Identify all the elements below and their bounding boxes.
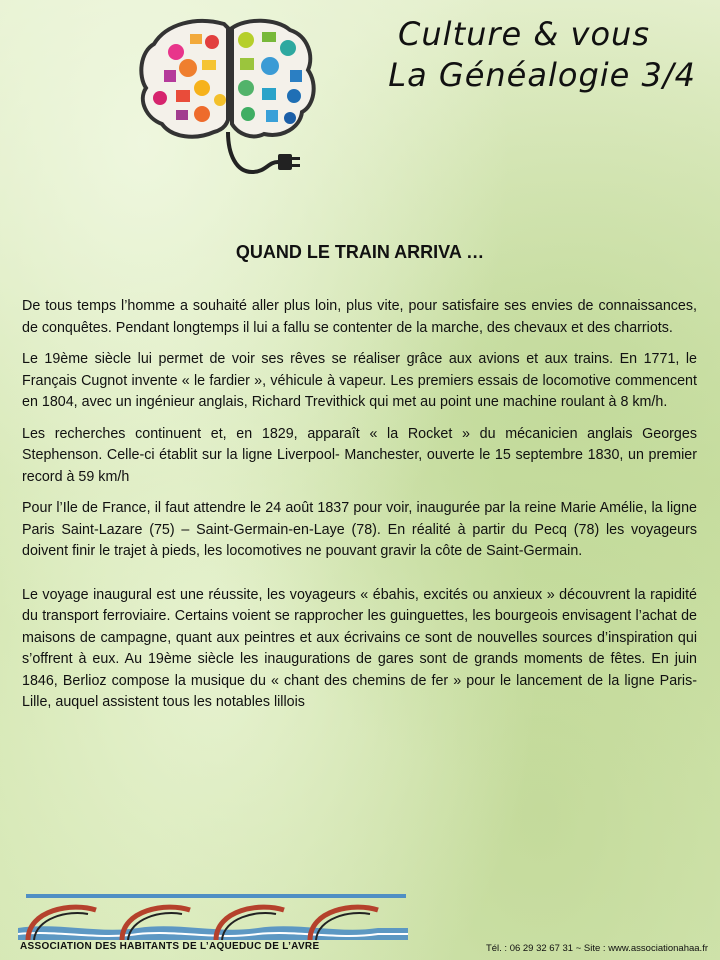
contact-info: Tél. : 06 29 32 67 31 ~ Site : www.associationahaa.fr: [485, 943, 708, 954]
article-heading: QUAND LE TRAIN ARRIVA …: [235, 242, 485, 262]
article-paragraph-4: Pour l’Ile de France, il faut attendre le 24 août 1837 pour voir, inaugurée par la reine Marie Amélie, la ligne Paris Saint-Lazare (75) – Saint-Germain-en-Laye (78). En réalité à partir du Pecq (78) les voyageurs doivent finir le trajet à pieds, les locomotives ne pouvant gravir la côte de Saint-Germain.: [22, 500, 697, 559]
header-title-line1: Culture & vous: [398, 15, 650, 53]
article-paragraph-1: De tous temps l’homme a souhaité aller plus loin, plus vite, pour satisfaire ses envies de connaissances, de conquêtes. Pendant longtemps il lui a fallu se contenter de la marche, des chevaux et des charriots.: [22, 298, 697, 336]
brain-with-plug-icon: [136, 14, 320, 190]
article-body: [22, 296, 697, 724]
header-title-line2: La Généalogie 3/4: [388, 56, 696, 94]
header-title-block: [388, 14, 696, 96]
article-paragraph-5: Le voyage inaugural est une réussite, les voyageurs « ébahis, excités ou anxieux » découvrent la rapidité du transport ferroviaire. Certains voient se rapprocher les guinguettes, les bourgeois envisagent l’achat de maisons de campagne, quant aux peintres et aux écrivains ce sont de nouvelles sources d’inspiration qui s’offrent à eux. Au 19ème siècle les inaugurations de gares sont de grands moments de fêtes. En juin 1846, Berlioz compose la musique du « chant des chemins de fer » pour le lancement de la ligne Paris-Lille, auquel assistent tous les notables lillois: [22, 586, 697, 710]
article-paragraph-2: Le 19ème siècle lui permet de voir ses rêves se réaliser grâce aux avions et aux trains. En 1771, le Français Cugnot invente « le fardier », véhicule à vapeur. Les premiers essais de locomotive commencent en 1804, avec un ingénieur anglais, Richard Trevithick qui met au point une machine roulant à 8 km/h.: [22, 351, 697, 410]
association-name: ASSOCIATION DES HABITANTS DE L’AQUEDUC DE L’AVRE: [20, 941, 320, 952]
article-paragraph-3: Les recherches continuent et, en 1829, apparaît « la Rocket » du mécanicien anglais Georges Stephenson. Celle-ci établit sur la ligne Liverpool- Manchester, ouverte le 15 septembre 1830, un premier record à 59 km/h: [22, 425, 697, 485]
